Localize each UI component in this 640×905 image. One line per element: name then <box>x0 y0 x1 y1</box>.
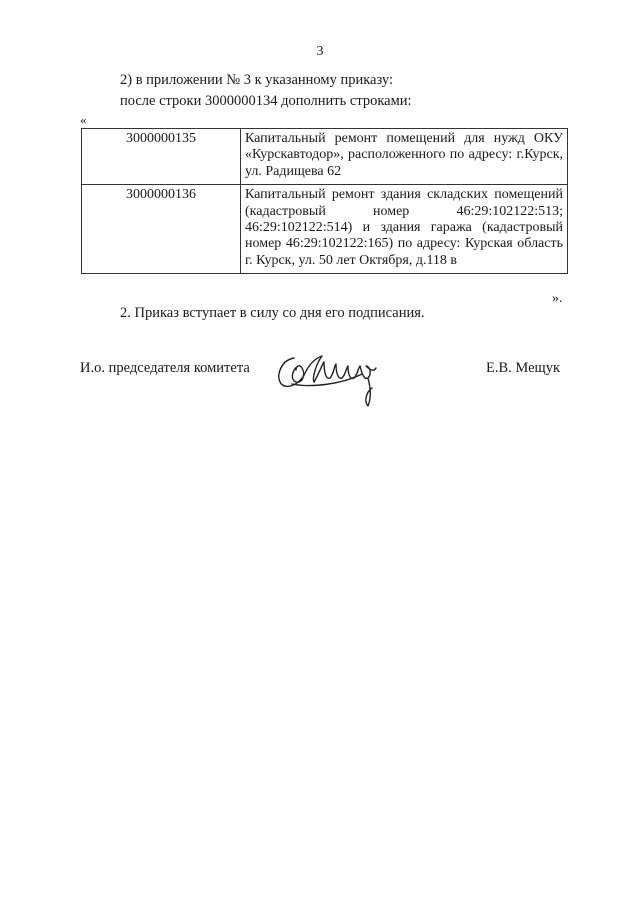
codes-table <box>81 128 568 274</box>
row-code: 3000000135 <box>82 129 241 185</box>
opening-quote: « <box>80 112 87 127</box>
table-row <box>82 185 568 274</box>
intro-line-1: 2) в приложении № 3 к указанному приказу: <box>120 72 394 88</box>
page-number: 3 <box>316 44 324 59</box>
intro-line-2: после строки 3000000134 дополнить строками: <box>120 93 412 109</box>
row-description: Капитальный ремонт помещений для нужд ОКУ «Курскавтодор», расположенного по адресу: г.Курск, ул. Радищева 62 <box>241 129 568 185</box>
table-row <box>82 129 568 185</box>
row-code: 3000000136 <box>82 185 241 274</box>
clause-2: 2. Приказ вступает в силу со дня его подписания. <box>120 305 425 321</box>
row-description: Капитальный ремонт здания складских помещений (кадастровый номер 46:29:102122:513; 46:29:102122:514) и здания гаража (кадастровый номер 46:29:102122:165) по адресу: Курская область г. Курск, ул. 50 лет Октября, д.118 в <box>241 185 568 274</box>
handwritten-signature <box>272 344 392 414</box>
signatory-name: Е.В. Мещук <box>486 360 561 376</box>
closing-quote: ». <box>552 291 563 306</box>
signatory-title: И.о. председателя комитета <box>80 360 250 376</box>
